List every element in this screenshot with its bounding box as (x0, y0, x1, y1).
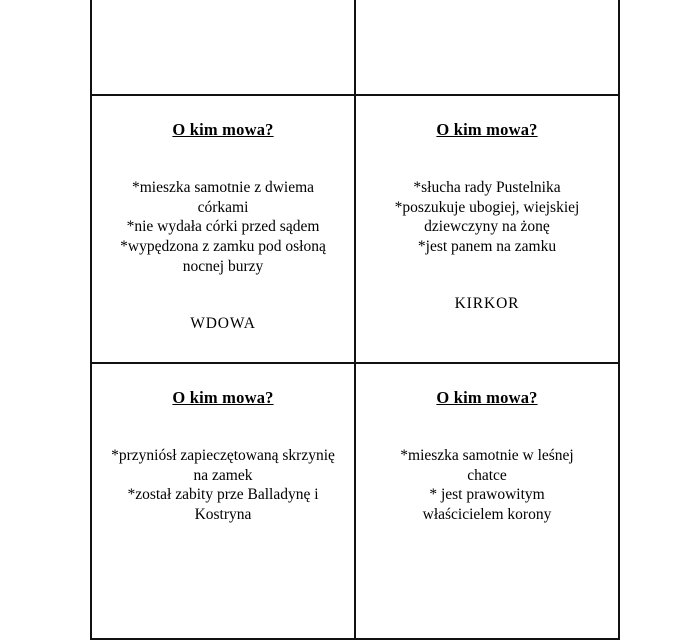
card-answer: KIRKOR (454, 295, 520, 313)
card-clue: *słucha rady Pustelnika (413, 178, 561, 196)
card-gralon (92, 364, 354, 575)
card-clue: chatce (467, 466, 507, 484)
card-title: O kim mowa? (172, 120, 274, 139)
card-title: O kim mowa? (436, 120, 538, 139)
card-clues (364, 178, 610, 257)
card-answer: WDOWA (190, 314, 256, 332)
card-clue: nocnej burzy (182, 258, 264, 276)
card-title: O kim mowa? (436, 388, 538, 407)
card-title: O kim mowa? (172, 388, 274, 407)
card-clues (100, 446, 346, 525)
card-cell-row2-right (355, 95, 619, 363)
card-clue: Kostryna (194, 506, 252, 524)
card-clue: *poszukuje ubogiej, wiejskiej (394, 198, 580, 216)
card-clue: córkami (197, 198, 249, 216)
card-clue: *nie wydała córki przed sądem (126, 218, 320, 236)
card-clue: * jest prawowitym (429, 486, 545, 504)
card-clues (364, 446, 610, 525)
card-clue: *mieszka samotnie z dwiema (131, 178, 315, 196)
card-cell-row3-right (355, 363, 619, 639)
card-clue: *został zabity prze Balladynę i (127, 486, 319, 504)
card-wdowa (92, 96, 354, 360)
card-cell-row3-left (91, 363, 355, 639)
card-clue: dziewczyny na żonę (424, 218, 550, 236)
card-grid (90, 0, 620, 640)
card-clue: na zamek (193, 466, 253, 484)
card-cell-row1-left (91, 0, 355, 95)
card-kirkor (356, 96, 618, 340)
card-pustelnik (356, 364, 618, 575)
card-clue: *przyniósł zapieczętowaną skrzynię (111, 446, 335, 464)
card-cell-row2-left (91, 95, 355, 363)
card-balladyna (356, 0, 618, 4)
card-clue: właścicielem korony (422, 506, 552, 524)
card-clue: *mieszka samotnie w leśnej (400, 446, 574, 464)
card-cell-row1-right (355, 0, 619, 95)
card-row-1 (91, 0, 619, 95)
card-clues (100, 178, 346, 277)
card-row-2 (91, 95, 619, 363)
card-clue: *jest panem na zamku (417, 238, 557, 256)
card-clue: *wypędzona z zamku pod osłoną (120, 238, 326, 256)
card-row-3 (91, 363, 619, 639)
